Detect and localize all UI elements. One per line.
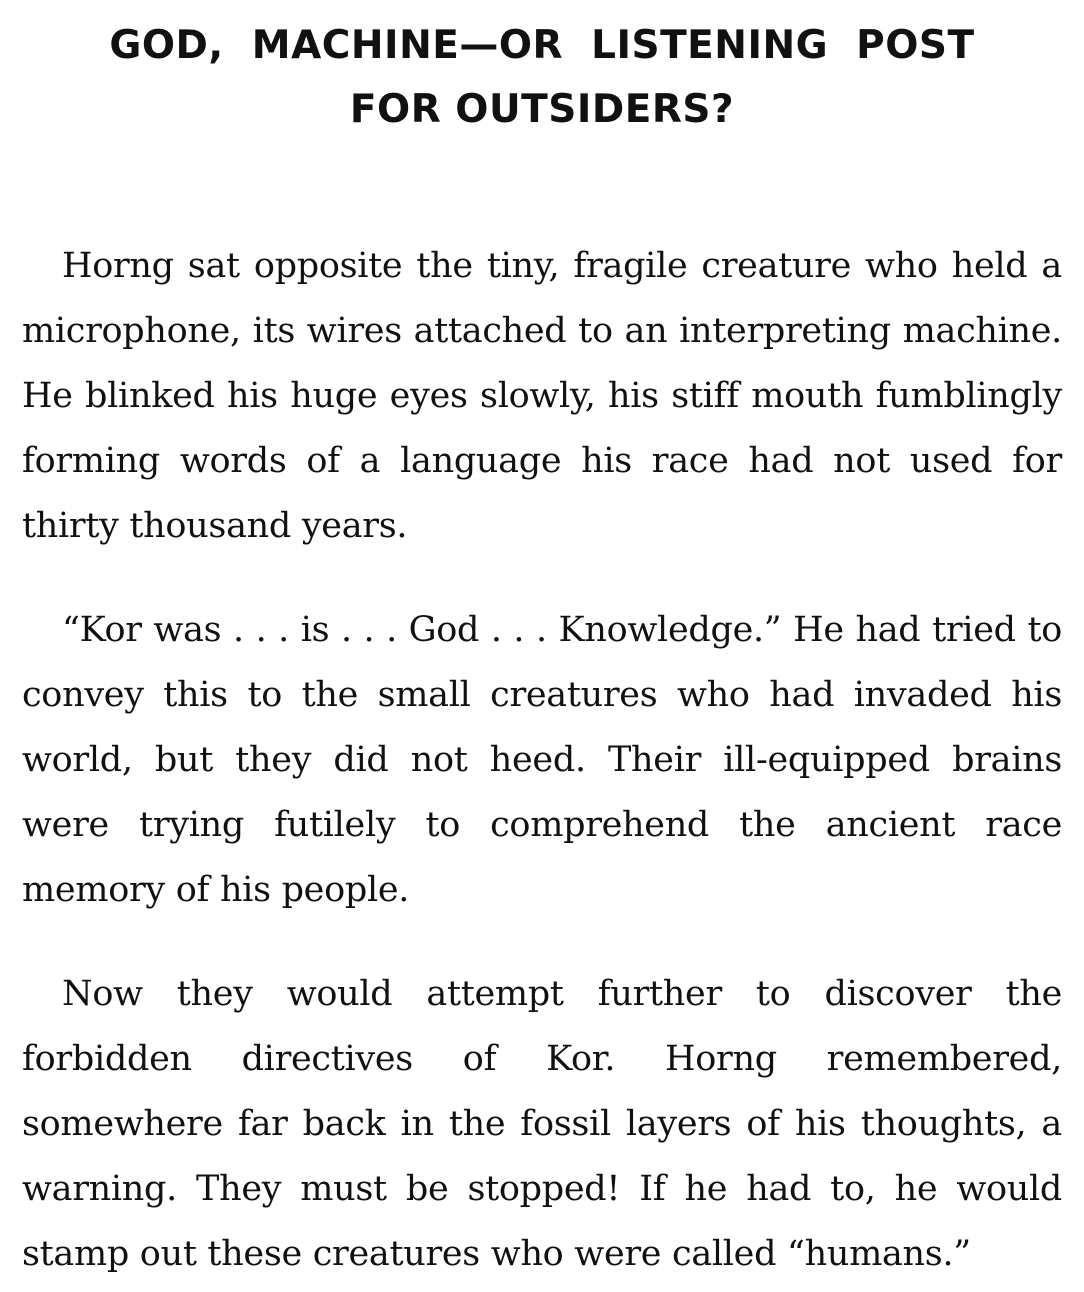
paragraph-1: Horng sat opposite the tiny, fragile creature who held a microphone, its wires attached to an interpreting machine. He blinked his huge eyes slowly, his stiff mouth fumblingly forming words of a language his race had not used for thirty thousand years.	[22, 246, 1062, 546]
chapter-title-line-2: FOR OUTSIDERS?	[349, 87, 735, 132]
chapter-title-line-1: GOD, MACHINE—OR LISTENING POST	[109, 23, 975, 68]
paragraph-2: “Kor was . . . is . . . God . . . Knowledge.” He had tried to convey this to the small creatures who had invaded his world, but they did not heed. Their ill-equipped brains were trying futilely to comprehend the ancient race memory of his people.	[22, 610, 1062, 910]
chapter-title	[0, 14, 1084, 142]
paragraph-3: Now they would attempt further to discover the forbidden directives of Kor. Horng remembered, somewhere far back in the fossil layers of his thoughts, a warning. They must be stopped! If he had to, he would stamp out these creatures who were called “humans.”	[22, 974, 1062, 1274]
